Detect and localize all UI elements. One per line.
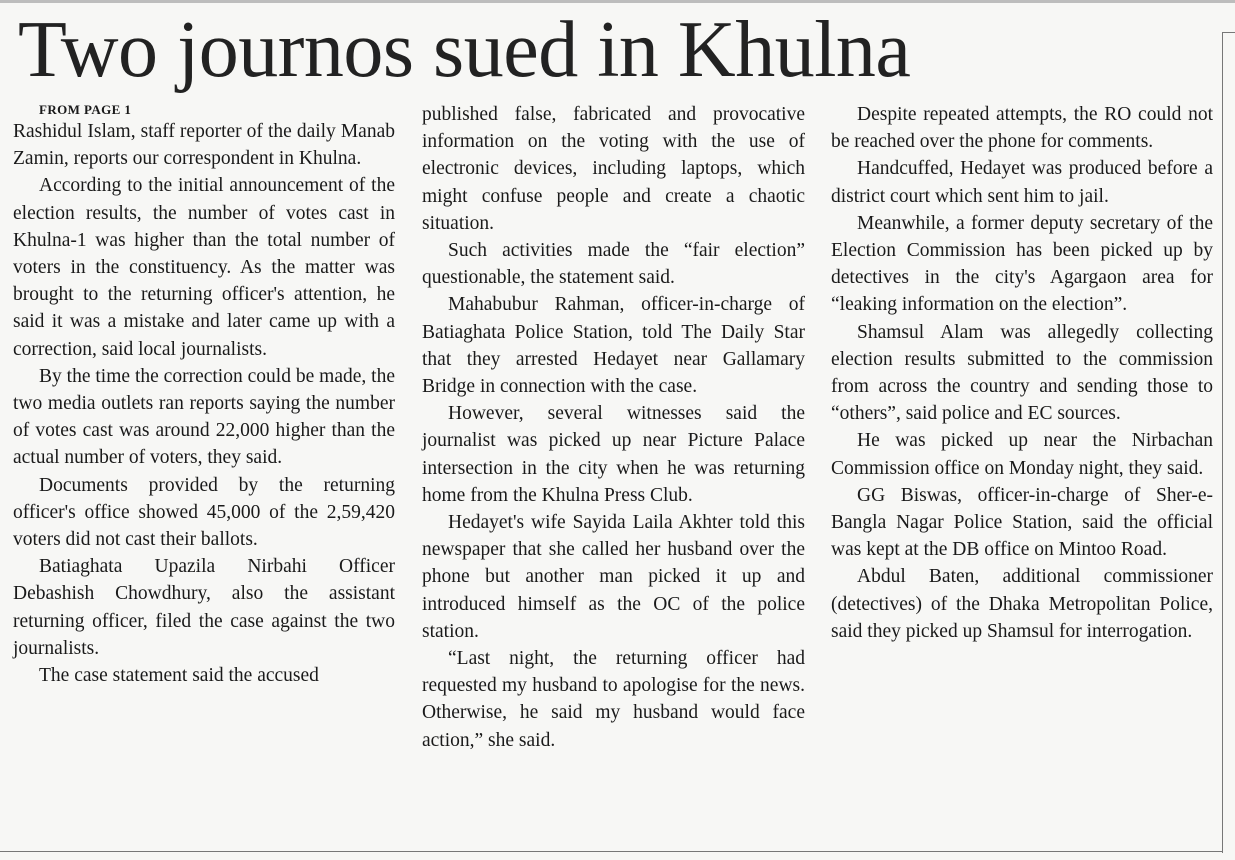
article-paragraph: Hedayet's wife Sayida Laila Akhter told this newspaper that she called her husband over the phone but another man picked it up and introduced himself as the OC of the police station. — [422, 512, 805, 642]
article-paragraph: Meanwhile, a former deputy secretary of the Election Commission has been picked up by detectives in the city's Agargaon area for “leaking information on the election”. — [831, 212, 1213, 316]
article-paragraph: Despite repeated attempts, the RO could not be reached over the phone for comments. — [831, 104, 1213, 153]
article-paragraph: published false, fabricated and provocative information on the voting with the use of electronic devices, including laptops, which might confuse people and create a chaotic situation. — [422, 104, 805, 234]
article-column-1 — [13, 101, 395, 689]
article-paragraph: By the time the correction could be made, the two media outlets ran reports saying the number of votes cast was around 22,000 higher than the actual number of voters, they said. — [13, 365, 395, 469]
article-paragraph: Mahabubur Rahman, officer-in-charge of Batiaghata Police Station, told The Daily Star that they arrested Hedayet near Gallamary Bridge in connection with the case. — [422, 294, 805, 398]
article-paragraph: The case statement said the accused — [39, 665, 319, 687]
article-paragraph: However, several witnesses said the journalist was picked up near Picture Palace intersection in the city when he was returning home from the Khulna Press Club. — [422, 403, 805, 506]
article-paragraph: According to the initial announcement of the election results, the number of votes cast in Khulna-1 was higher than the total number of voters in the constituency. As the matter was brought to the returning officer's attention, he said it was a mistake and later came up with a correction, said local journalists. — [13, 175, 395, 360]
headline: Two journos sued in Khulna — [18, 6, 911, 94]
adjacent-column-frame — [1222, 32, 1235, 853]
article-paragraph: Rashidul Islam, staff reporter of the daily Manab Zamin, reports our correspondent in Khulna. — [13, 121, 395, 170]
article-paragraph: Such activities made the “fair election” questionable, the statement said. — [422, 240, 805, 289]
top-rule — [0, 0, 1235, 3]
article-paragraph: Batiaghata Upazila Nirbahi Officer Debashish Chowdhury, also the assistant returning officer, filed the case against the two journalists. — [13, 556, 395, 659]
bottom-rule — [0, 851, 1222, 852]
article-paragraph: Handcuffed, Hedayet was produced before a district court which sent him to jail. — [831, 158, 1213, 207]
article-paragraph: He was picked up near the Nirbachan Commission office on Monday night, they said. — [831, 430, 1213, 479]
article-paragraph: “Last night, the returning officer had requested my husband to apologise for the news. Otherwise, he said my husband would face action,” she said. — [422, 648, 805, 751]
article-paragraph: GG Biswas, officer-in-charge of Sher-e-Bangla Nagar Police Station, said the official was kept at the DB office on Mintoo Road. — [831, 484, 1213, 561]
article-paragraph: Abdul Baten, additional commissioner (detectives) of the Dhaka Metropolitan Police, said they picked up Shamsul for interrogation. — [831, 566, 1213, 642]
article-column-2 — [422, 101, 805, 754]
continuation-kicker: FROM PAGE 1 — [39, 102, 132, 117]
article-paragraph: Documents provided by the returning officer's office showed 45,000 of the 2,59,420 voters did not cast their ballots. — [13, 474, 395, 551]
article-paragraph: Shamsul Alam was allegedly collecting election results submitted to the commission from across the country and sending those to “others”, said police and EC sources. — [831, 321, 1213, 425]
article-column-3 — [831, 101, 1213, 645]
